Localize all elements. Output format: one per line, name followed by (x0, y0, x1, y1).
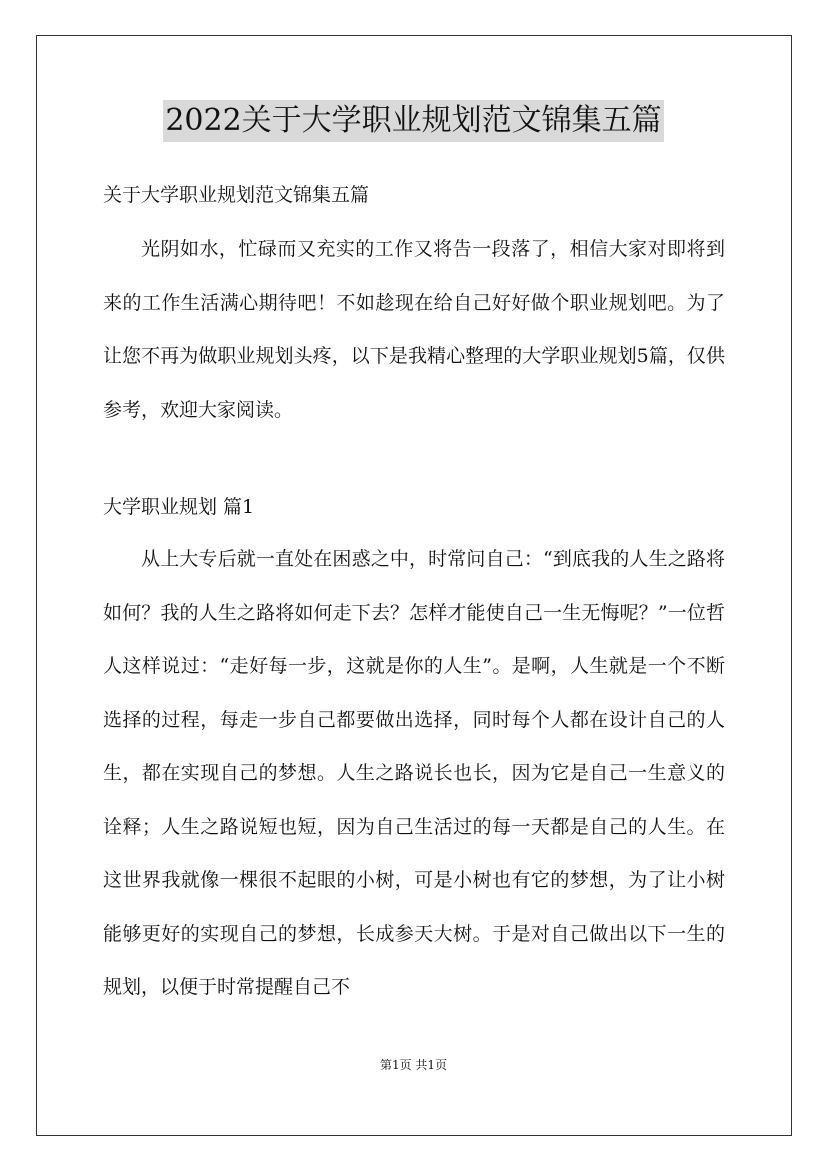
section-paragraph: 从上大专后就一直处在困惑之中，时常问自己：“到底我的人生之路将如何？我的人生之路将如何走下去？怎样才能使自己一生无悔呢？”一位哲人这样说过：“走好每一步，这就是你的人生”。是啊，人生就是一个不断选择的过程，每走一步自己都要做出选择，同时每个人都在设计自己的人生，都在实现自己的梦想。人生之路说长也长，因为它是自己一生意义的诠释；人生之路说短也短，因为自己生活过的每一天都是自己的人生。在这世界我就像一棵很不起眼的小树，可是小树也有它的梦想，为了让小树能够更好的实现自己的梦想，长成参天大树。于是对自己做出以下一生的规划，以便于时常提醒自己不 (103, 548, 725, 998)
document-subtitle: 关于大学职业规划范文锦集五篇 (103, 184, 370, 206)
intro-paragraph: 光阴如水，忙碌而又充实的工作又将告一段落了，相信大家对即将到来的工作生活满心期待吧！不如趁现在给自己好好做个职业规划吧。为了让您不再为做职业规划头疼，以下是我精心整理的大学职业规划5篇，仅供参考，欢迎大家阅读。 (103, 238, 725, 421)
document-title: 2022关于大学职业规划范文锦集五篇 (163, 100, 663, 142)
document-body (103, 177, 725, 1015)
page-footer: 第1页 共1页 (379, 1058, 448, 1072)
title-wrapper (0, 100, 827, 142)
section-heading: 大学职业规划 篇1 (103, 496, 255, 518)
